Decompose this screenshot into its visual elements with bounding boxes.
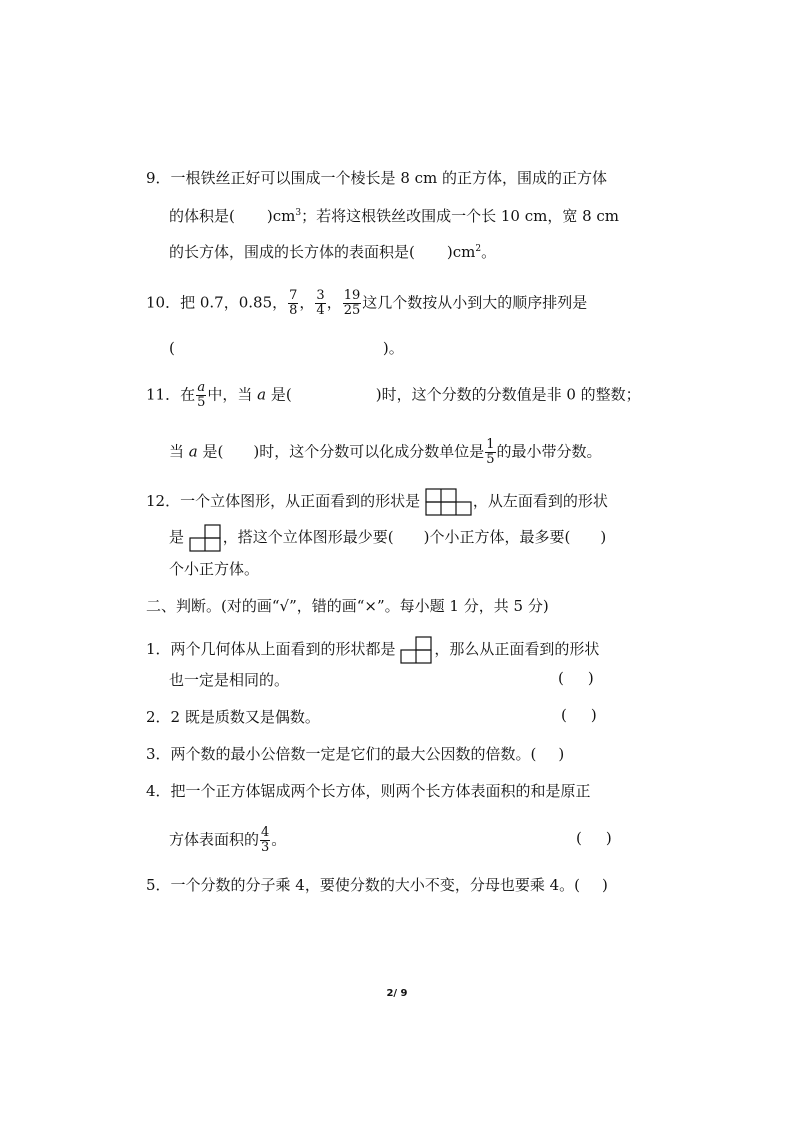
denominator: 5	[197, 395, 206, 410]
judge4-line1: 4．把一个正方体锯成两个长方体，则两个长方体表面积的和是原正	[146, 782, 591, 800]
paren-open: (	[576, 829, 582, 847]
judge3-text: 3．两个数的最小公倍数一定是它们的最大公因数的倍数。(	[146, 745, 537, 763]
numerator: 4	[261, 825, 270, 840]
q11-line1	[146, 381, 641, 410]
q11-mid1: 中，当	[207, 385, 258, 404]
paren-close: )。	[382, 339, 404, 357]
q12-line2	[169, 524, 606, 552]
front-view-shape-icon	[425, 488, 473, 516]
paren-open: (	[169, 339, 175, 357]
separator: ，	[326, 293, 342, 312]
q12-line3: 个小正方体。	[169, 560, 260, 578]
separator: ，	[299, 293, 315, 312]
q12-l1b: ，从左面看到的形状	[472, 492, 608, 510]
left-view-shape-icon	[189, 524, 223, 552]
q12-l1a: 12．一个立体图形，从正面看到的形状是	[146, 492, 421, 510]
page-number: 2/ 9	[386, 988, 408, 999]
q9-line3-c: 。	[481, 243, 497, 261]
q9-line1: 9．一根铁丝正好可以围成一个棱长是 8 cm 的正方体，围成的正方体	[146, 169, 608, 187]
fraction	[315, 289, 325, 318]
q11-lead: 11．在	[146, 385, 196, 404]
numerator: a	[197, 380, 206, 395]
q11-l2c: )时，这个分数可以化成分数单位是	[253, 442, 485, 461]
q11-tail1: )时，这个分数的分数值是非 0 的整数；	[375, 385, 641, 404]
judge2: 2．2 既是质数又是偶数。	[146, 708, 320, 726]
variable-a: a	[257, 385, 267, 404]
q9-line3-b: )cm	[446, 243, 476, 261]
variable-a: a	[188, 442, 198, 461]
paren-close: )	[590, 706, 597, 724]
q11-l2b: 是(	[197, 442, 224, 461]
answer-paren[interactable]	[576, 829, 612, 847]
judge1-a: 1．两个几何体从上面看到的形状都是	[146, 640, 396, 658]
q12-l2a: 是	[169, 528, 185, 546]
paren-open: (	[561, 706, 567, 724]
q12-l2c: )个小正方体，最多要(	[423, 528, 571, 546]
paren-close: )	[558, 745, 565, 763]
q10-tail: 这几个数按从小到大的顺序排列是	[362, 293, 588, 312]
paren-close: )	[602, 876, 608, 894]
q12-l2b: ，搭这个立体图形最少要(	[222, 528, 394, 546]
superscript: 3	[295, 208, 302, 218]
q9-line2-b: )cm	[266, 207, 296, 225]
numerator: 7	[289, 288, 298, 303]
denominator: 5	[486, 452, 495, 467]
q10-lead: 10．把 0.7，0.85，	[146, 293, 288, 312]
q11-line2	[169, 438, 602, 467]
fraction	[343, 289, 362, 318]
denominator: 4	[316, 303, 325, 318]
q10-line1	[146, 289, 587, 318]
fraction	[485, 438, 495, 467]
fraction	[260, 826, 270, 855]
judge5	[146, 874, 608, 896]
q12-l2d: )	[600, 528, 607, 546]
q11-l2a: 当	[169, 442, 189, 461]
judge1-line1	[146, 636, 599, 664]
section-title: 二、判断。(对的画“√”，错的画“×”。每小题 1 分，共 5 分)	[146, 597, 549, 615]
q12-line1	[146, 488, 608, 516]
superscript: 2	[475, 244, 482, 254]
judge4-line2	[169, 826, 286, 855]
q11-l2d: 的最小带分数。	[496, 442, 602, 461]
judge4-c: 。	[271, 830, 287, 849]
q9-line2-a: 的体积是(	[169, 207, 235, 225]
paren-open: (	[558, 669, 564, 687]
judge1-b: ，那么从正面看到的形状	[434, 640, 600, 658]
denominator: 25	[343, 303, 361, 318]
q9-line2-c: ；若将这根铁丝改围成一个长 10 cm，宽 8 cm	[301, 207, 620, 225]
fraction	[196, 381, 206, 410]
answer-paren[interactable]	[558, 669, 594, 687]
q9-line2	[169, 205, 619, 227]
numerator: 3	[316, 288, 325, 303]
denominator: 8	[289, 303, 298, 318]
q11-mid2: 是(	[266, 385, 292, 404]
paren-close: )	[587, 669, 594, 687]
answer-paren[interactable]	[561, 706, 597, 724]
q9-line3	[169, 241, 496, 263]
judge3	[146, 743, 564, 765]
q9-line3-a: 的长方体，围成的长方体的表面积是(	[169, 243, 415, 261]
numerator: 1	[486, 437, 495, 452]
paren-close: )	[605, 829, 612, 847]
judge1-line2: 也一定是相同的。	[169, 671, 290, 689]
numerator: 19	[343, 288, 361, 303]
fraction	[288, 289, 298, 318]
judge4-b: 方体表面积的	[169, 830, 260, 849]
judge5-text: 5．一个分数的分子乘 4，要使分数的大小不变，分母也要乘 4。(	[146, 876, 581, 894]
q10-line2	[169, 337, 404, 359]
denominator: 3	[261, 840, 270, 855]
top-view-shape-icon	[400, 636, 434, 664]
